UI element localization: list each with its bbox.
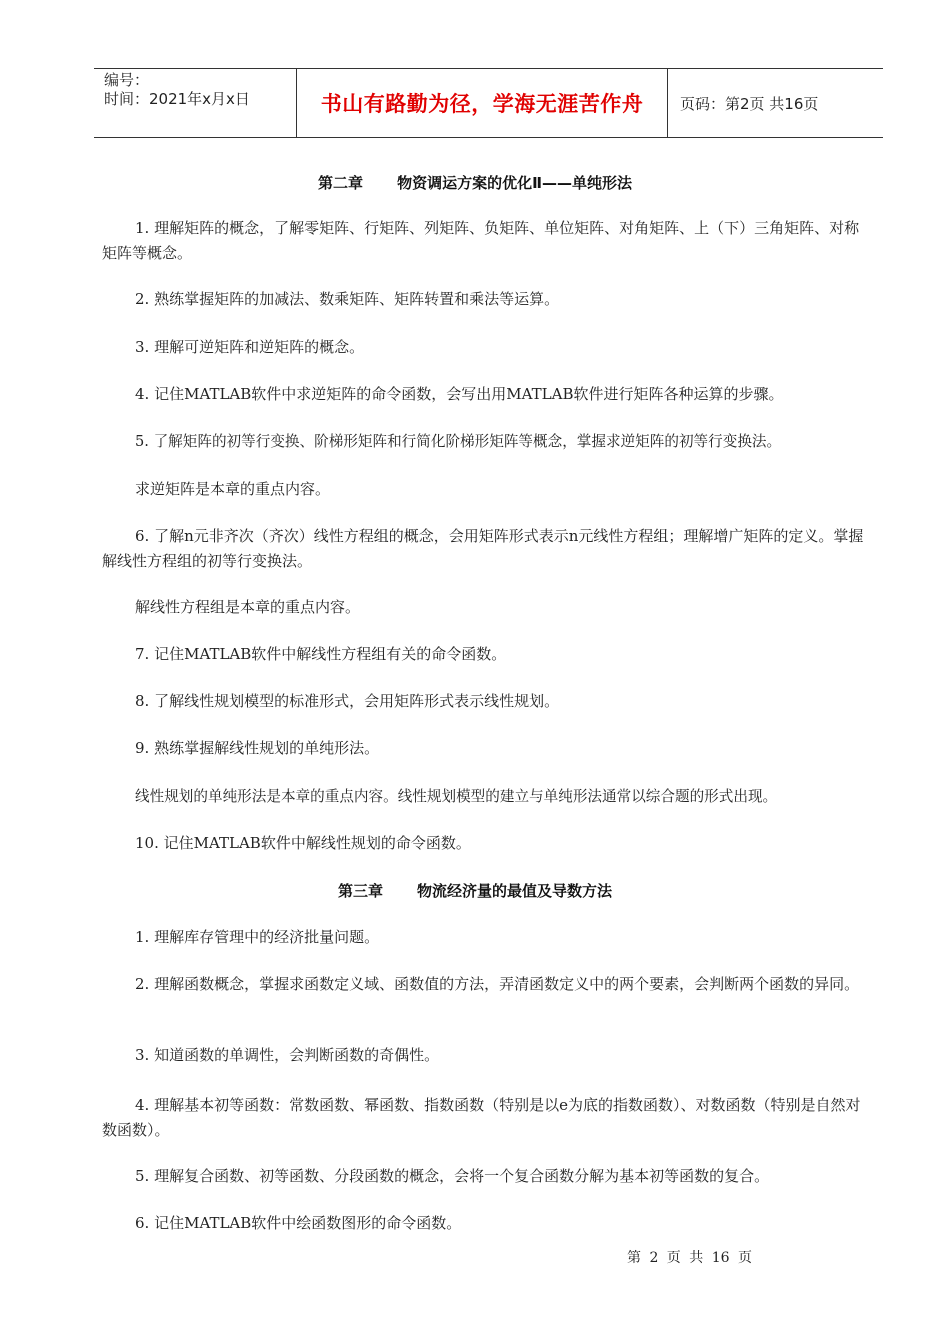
chapter2-heading (0, 172, 950, 193)
chapter2-label: 第二章 (318, 174, 364, 192)
chapter3-item-4: 4. 理解基本初等函数：常数函数、幂函数、指数函数（特别是以e为底的指数函数）、对数函数（特别是自然对数函数）。 (102, 1096, 861, 1139)
header-page-label: 页码：第2页 共16页 (680, 94, 819, 113)
header-time-label: 时间：2021年x月x日 (104, 90, 250, 108)
chapter2-item-7: 7. 记住MATLAB软件中解线性方程组有关的命令函数。 (135, 645, 507, 663)
chapter2-note-linear-eq: 解线性方程组是本章的重点内容。 (135, 598, 361, 616)
chapter2-item-3: 3. 理解可逆矩阵和逆矩阵的概念。 (135, 338, 365, 356)
page-header (94, 68, 883, 138)
chapter2-item-5: 5. 了解矩阵的初等行变换、阶梯形矩阵和行简化阶梯形矩阵等概念，掌握求逆矩阵的初等行变换法。 (135, 433, 782, 450)
chapter3-title: 物流经济量的最值及导数方法 (417, 882, 613, 900)
chapter2-item-8: 8. 了解线性规划模型的标准形式，会用矩阵形式表示线性规划。 (135, 692, 560, 710)
chapter2-item-1: 1. 理解矩阵的概念，了解零矩阵、行矩阵、列矩阵、负矩阵、单位矩阵、对角矩阵、上（下）三角矩阵、对称矩阵等概念。 (102, 219, 860, 262)
chapter2-title: 物资调运方案的优化Ⅱ——单纯形法 (397, 174, 632, 192)
chapter3-item-2: 2. 理解函数概念，掌握求函数定义域、函数值的方法，弄清函数定义中的两个要素，会判断两个函数的异同。 (135, 975, 860, 993)
chapter3-item-6: 6. 记住MATLAB软件中绘函数图形的命令函数。 (135, 1214, 462, 1232)
header-number-label: 编号： (104, 71, 150, 89)
chapter2-item-6: 6. 了解n元非齐次（齐次）线性方程组的概念，会用矩阵形式表示n元线性方程组；理解增广矩阵的定义。掌握解线性方程组的初等行变换法。 (102, 527, 864, 570)
chapter3-item-3: 3. 知道函数的单调性，会判断函数的奇偶性。 (135, 1046, 440, 1064)
header-motto: 书山有路勤为径，学海无涯苦作舟 (320, 92, 644, 116)
chapter2-note-inverse: 求逆矩阵是本章的重点内容。 (135, 480, 331, 498)
header-page-cell (668, 69, 883, 137)
chapter3-heading (0, 880, 950, 901)
chapter2-note-simplex: 线性规划的单纯形法是本章的重点内容。线性规划模型的建立与单纯形法通常以综合题的形式出现。 (135, 788, 778, 805)
chapter2-item-4: 4. 记住MATLAB软件中求逆矩阵的命令函数，会写出用MATLAB软件进行矩阵各种运算的步骤。 (135, 385, 784, 403)
chapter3-item-5: 5. 理解复合函数、初等函数、分段函数的概念，会将一个复合函数分解为基本初等函数的复合。 (135, 1167, 770, 1185)
chapter2-item-10: 10. 记住MATLAB软件中解线性规划的命令函数。 (135, 834, 471, 852)
chapter2-item-9: 9. 熟练掌握解线性规划的单纯形法。 (135, 739, 380, 757)
chapter2-item-2: 2. 熟练掌握矩阵的加减法、数乘矩阵、矩阵转置和乘法等运算。 (135, 290, 560, 308)
header-motto-cell (296, 69, 668, 137)
page-footer: 第 2 页 共 16 页 (627, 1250, 752, 1266)
header-meta (94, 69, 296, 137)
chapter3-label: 第三章 (337, 882, 383, 900)
chapter3-item-1: 1. 理解库存管理中的经济批量问题。 (135, 928, 380, 946)
